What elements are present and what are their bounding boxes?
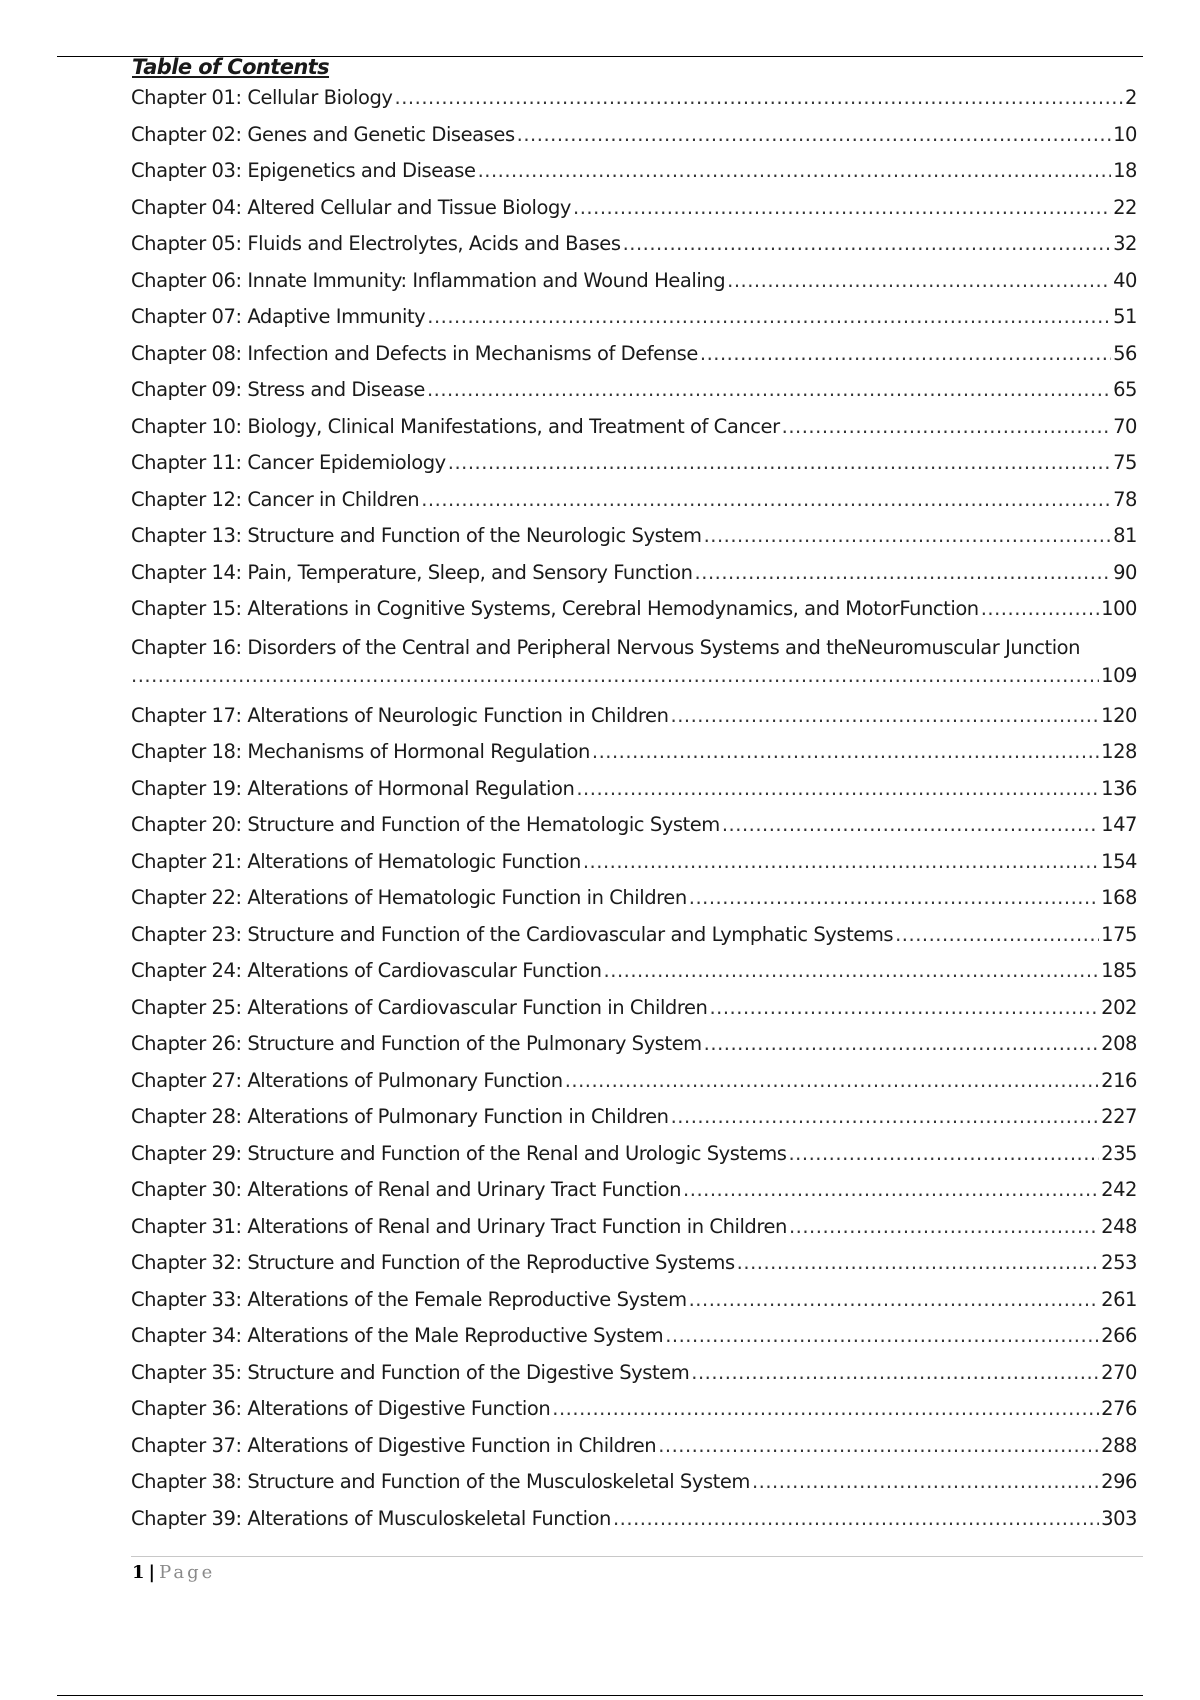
toc-entry[interactable]: [131, 226, 1137, 263]
toc-entry[interactable]: [131, 880, 1137, 917]
toc-entry[interactable]: [131, 555, 1137, 592]
toc-entry-page: 109: [1101, 663, 1137, 687]
toc-entry-label: Chapter 24: Alterations of Cardiovascular Function: [131, 959, 602, 982]
toc-entry-label: Chapter 35: Structure and Function of the Digestive System: [131, 1360, 690, 1384]
toc-entry-page: 303: [1101, 1506, 1137, 1530]
dot-leader: [788, 1136, 1099, 1173]
dot-leader: [704, 518, 1112, 555]
dot-leader: [395, 80, 1124, 117]
toc-entry-page: 208: [1101, 1032, 1137, 1055]
toc-entry-page: 128: [1101, 740, 1137, 763]
toc-entry-page: 168: [1101, 886, 1137, 909]
dot-leader: [689, 880, 1099, 917]
dot-leader: [576, 771, 1099, 808]
toc-entry-page: 120: [1101, 703, 1137, 727]
toc-entry-page: 75: [1113, 451, 1137, 474]
toc-entry-page: 10: [1113, 122, 1137, 146]
toc-entry[interactable]: [131, 1245, 1137, 1282]
toc-entry-page: 147: [1101, 813, 1137, 836]
dot-leader: [695, 555, 1112, 592]
toc-entry-page: 261: [1101, 1287, 1137, 1311]
toc-entry[interactable]: [131, 336, 1137, 373]
toc-entry-page: 185: [1101, 959, 1137, 982]
dot-leader: [671, 1099, 1100, 1136]
toc-entry-label: Chapter 36: Alterations of Digestive Function: [131, 1397, 551, 1420]
toc-entry-page: 136: [1101, 776, 1137, 800]
toc-entry[interactable]: [131, 844, 1137, 881]
toc-entry-label: Chapter 30: Alterations of Renal and Urinary Tract Function: [131, 1178, 682, 1201]
footer-separator: |: [148, 1562, 156, 1583]
toc-entry-page: 90: [1113, 560, 1137, 584]
dot-leader: [592, 734, 1099, 771]
toc-entry[interactable]: [131, 1464, 1137, 1501]
toc-entry-label: Chapter 28: Alterations of Pulmonary Function in Children: [131, 1105, 669, 1128]
toc-entry[interactable]: [131, 734, 1137, 771]
toc-entry[interactable]: [131, 1391, 1137, 1428]
toc-entry-label: Chapter 16: Disorders of the Central and Peripheral Nervous Systems and theNeuromuscular Junction: [131, 635, 1081, 659]
toc-entry[interactable]: [131, 628, 1137, 698]
toc-entry[interactable]: [131, 917, 1137, 954]
toc-entry-page: 288: [1101, 1433, 1137, 1457]
dot-leader: [583, 844, 1099, 881]
dot-leader: [427, 299, 1111, 336]
dot-leader: [700, 336, 1111, 373]
toc-entry-label: Chapter 19: Alterations of Hormonal Regulation: [131, 776, 575, 800]
toc-entry-page: 276: [1101, 1397, 1137, 1420]
dot-leader: [604, 953, 1100, 990]
toc-entry-label: Chapter 06: Innate Immunity: Inflammation and Wound Healing: [131, 268, 726, 292]
toc-entry-label: Chapter 18: Mechanisms of Hormonal Regulation: [131, 740, 590, 763]
toc-entry[interactable]: [131, 1428, 1137, 1465]
toc-entry-label: Chapter 27: Alterations of Pulmonary Function: [131, 1068, 563, 1092]
toc-entry-label: Chapter 02: Genes and Genetic Diseases: [131, 122, 515, 146]
toc-entry-label: Chapter 29: Structure and Function of the Renal and Urologic Systems: [131, 1141, 787, 1165]
toc-entry[interactable]: [131, 1501, 1137, 1538]
dot-leader: [665, 1318, 1099, 1355]
toc-entry-page: 248: [1101, 1214, 1137, 1238]
toc-entry-label: Chapter 32: Structure and Function of the Reproductive Systems: [131, 1251, 735, 1274]
toc-entry-page: 40: [1113, 268, 1137, 292]
dot-leader: [613, 1501, 1099, 1538]
dot-leader: [565, 1063, 1099, 1100]
toc-entry-label: Chapter 23: Structure and Function of the Cardiovascular and Lymphatic Systems: [131, 922, 894, 946]
dot-leader: [704, 1026, 1099, 1063]
dot-leader: [709, 990, 1099, 1027]
toc-entry-label: Chapter 21: Alterations of Hematologic Function: [131, 849, 581, 873]
page-footer: [132, 1560, 215, 1586]
toc-entry[interactable]: [131, 482, 1137, 519]
toc-entry-page: 253: [1101, 1251, 1137, 1274]
toc-entry-label: Chapter 09: Stress and Disease: [131, 378, 425, 401]
toc-entry-label: Chapter 14: Pain, Temperature, Sleep, and Sensory Function: [131, 560, 693, 584]
toc-entry-label: Chapter 07: Adaptive Immunity: [131, 305, 426, 328]
dot-leader: [623, 226, 1112, 263]
toc-entry-page: 65: [1113, 378, 1137, 401]
toc-entry[interactable]: [131, 1282, 1137, 1319]
toc-list: [131, 80, 1137, 1537]
toc-entry[interactable]: [131, 409, 1137, 446]
toc-entry-label: Chapter 37: Alterations of Digestive Function in Children: [131, 1433, 657, 1457]
toc-entry[interactable]: [131, 698, 1137, 735]
toc-entry[interactable]: [131, 1172, 1137, 1209]
toc-entry-page: 227: [1101, 1105, 1137, 1128]
toc-entry[interactable]: [131, 990, 1137, 1027]
dot-leader: [683, 1172, 1099, 1209]
dot-leader: [689, 1282, 1100, 1319]
dot-leader: [782, 409, 1111, 446]
toc-entry-label: Chapter 38: Structure and Function of the Musculoskeletal System: [131, 1470, 750, 1493]
dot-leader: [691, 1355, 1099, 1392]
toc-entry-label: Chapter 08: Infection and Defects in Mechanisms of Defense: [131, 341, 698, 365]
toc-entry-page: 32: [1113, 232, 1137, 255]
toc-entry[interactable]: [131, 372, 1137, 409]
toc-entry-label: Chapter 15: Alterations in Cognitive Systems, Cerebral Hemodynamics, and MotorFunction: [131, 597, 979, 620]
toc-entry[interactable]: [131, 445, 1137, 482]
dot-leader: [895, 917, 1099, 954]
dot-leader: [131, 662, 1099, 690]
toc-entry-label: Chapter 04: Altered Cellular and Tissue Biology: [131, 195, 572, 219]
toc-entry[interactable]: [131, 1209, 1137, 1246]
toc-entry[interactable]: [131, 953, 1137, 990]
toc-entry-label: Chapter 26: Structure and Function of the Pulmonary System: [131, 1032, 702, 1055]
page-number: 1: [132, 1562, 145, 1583]
toc-entry-label: Chapter 05: Fluids and Electrolytes, Acids and Bases: [131, 232, 621, 255]
dot-leader: [981, 591, 1099, 628]
dot-leader: [552, 1391, 1099, 1428]
page-word: Page: [159, 1562, 216, 1583]
toc-entry-page: 22: [1113, 195, 1137, 219]
dot-leader: [722, 807, 1099, 844]
toc-entry-page: 242: [1101, 1178, 1137, 1201]
toc-entry-page: 51: [1113, 305, 1137, 328]
toc-entry-page: 78: [1113, 487, 1137, 511]
toc-entry-label: Chapter 20: Structure and Function of the Hematologic System: [131, 813, 720, 836]
toc-entry-label: Chapter 31: Alterations of Renal and Urinary Tract Function in Children: [131, 1214, 787, 1238]
toc-entry[interactable]: [131, 80, 1137, 117]
toc-entry[interactable]: [131, 1318, 1137, 1355]
toc-entry-page: 70: [1113, 414, 1137, 438]
dot-leader: [658, 1428, 1099, 1465]
toc-title: Table of Contents: [132, 55, 330, 79]
toc-entry[interactable]: [131, 117, 1137, 154]
toc-entry-page: 100: [1101, 597, 1137, 620]
toc-entry-page: 266: [1101, 1324, 1137, 1347]
toc-entry-page: 81: [1113, 524, 1137, 547]
toc-entry-label: Chapter 10: Biology, Clinical Manifestations, and Treatment of Cancer: [131, 414, 780, 438]
toc-entry[interactable]: [131, 518, 1137, 555]
toc-entry[interactable]: [131, 1026, 1137, 1063]
toc-entry-label: Chapter 39: Alterations of Musculoskeletal Function: [131, 1506, 611, 1530]
toc-entry-page: 2: [1125, 86, 1137, 109]
dot-leader: [737, 1245, 1099, 1282]
toc-entry[interactable]: [131, 1099, 1137, 1136]
toc-entry-label: Chapter 33: Alterations of the Female Reproductive System: [131, 1287, 687, 1311]
dot-leader: [448, 445, 1111, 482]
toc-entry-page: 175: [1101, 922, 1137, 946]
toc-entry-label: Chapter 22: Alterations of Hematologic Function in Children: [131, 886, 687, 909]
footer-rule: [131, 1556, 1143, 1557]
toc-entry[interactable]: [131, 190, 1137, 227]
toc-entry-label: Chapter 25: Alterations of Cardiovascular Function in Children: [131, 995, 708, 1019]
toc-entry[interactable]: [131, 807, 1137, 844]
toc-entry-page: 216: [1101, 1068, 1137, 1092]
dot-leader: [573, 190, 1111, 227]
dot-leader: [727, 263, 1111, 300]
toc-entry-page: 154: [1101, 849, 1137, 873]
dot-leader: [421, 482, 1111, 519]
toc-entry[interactable]: [131, 1355, 1137, 1392]
toc-entry[interactable]: [131, 263, 1137, 300]
dot-leader: [789, 1209, 1099, 1246]
toc-entry-label: Chapter 12: Cancer in Children: [131, 487, 420, 511]
toc-entry-label: Chapter 11: Cancer Epidemiology: [131, 451, 446, 474]
toc-entry-label: Chapter 17: Alterations of Neurologic Function in Children: [131, 703, 669, 727]
toc-entry[interactable]: [131, 1063, 1137, 1100]
toc-entry[interactable]: [131, 771, 1137, 808]
toc-entry-page: 270: [1101, 1360, 1137, 1384]
toc-entry-label: Chapter 03: Epigenetics and Disease: [131, 159, 476, 182]
dot-leader: [517, 117, 1111, 154]
bottom-rule: [57, 1695, 1143, 1696]
dot-leader: [752, 1464, 1099, 1501]
toc-entry[interactable]: [131, 591, 1137, 628]
toc-entry-label: Chapter 34: Alterations of the Male Reproductive System: [131, 1324, 664, 1347]
toc-entry-page: 235: [1101, 1141, 1137, 1165]
toc-entry-page: 296: [1101, 1470, 1137, 1493]
dot-leader: [478, 153, 1112, 190]
toc-entry[interactable]: [131, 1136, 1137, 1173]
toc-entry-page: 56: [1113, 341, 1137, 365]
toc-entry[interactable]: [131, 299, 1137, 336]
toc-entry-page: 202: [1101, 995, 1137, 1019]
dot-leader: [427, 372, 1111, 409]
toc-entry-label: Chapter 01: Cellular Biology: [131, 86, 393, 109]
toc-entry-page: 18: [1113, 159, 1137, 182]
dot-leader: [671, 698, 1100, 735]
toc-entry-label: Chapter 13: Structure and Function of the Neurologic System: [131, 524, 702, 547]
toc-entry[interactable]: [131, 153, 1137, 190]
